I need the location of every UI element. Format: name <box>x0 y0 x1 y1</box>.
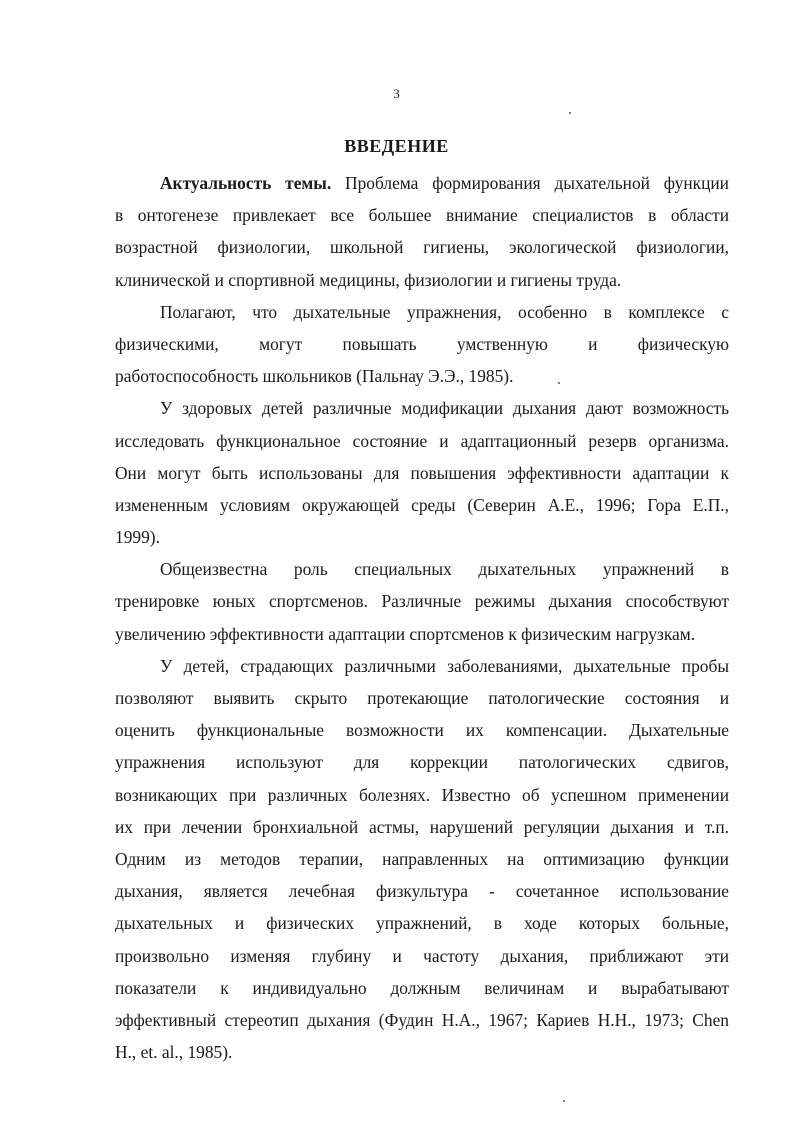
text-line: упражнения используют для коррекции патологических сдвигов, <box>115 752 729 773</box>
text-line: позволяют выявить скрыто протекающие патологические состояния и <box>115 688 729 708</box>
text-line: показатели к индивидуально должным величинам и вырабатывают <box>115 977 729 998</box>
page-number: 3 <box>393 86 400 101</box>
section-title: ВВЕДЕНИЕ <box>344 136 449 156</box>
text-line: возрастной физиологии, школьной гигиены, экологической физиологии, <box>115 237 729 258</box>
text-line: измененным условиям окружающей среды (Северин А.Е., 1996; Гора Е.П., <box>115 494 729 515</box>
text-line: дыхательных и физических упражнений, в ходе которых больные, <box>115 913 729 934</box>
text-line: 1999). <box>115 527 160 548</box>
text-line: эффективный стереотип дыхания (Фудин Н.А., 1967; Кариев Н.Н., 1973; Chen <box>115 1009 729 1030</box>
document-body <box>115 167 729 1068</box>
text-line: физическими, могут повышать умственную и физическую <box>115 333 729 354</box>
text-line: возникающих при различных болезнях. Известно об успешном применении <box>115 784 729 805</box>
topic-heading: Актуальность темы. <box>160 173 332 193</box>
text-line: У здоровых детей различные модификации дыхания дают возможность <box>160 398 729 419</box>
scan-speck <box>569 112 571 114</box>
text-line <box>115 167 729 199</box>
text-line: дыхания, является лечебная физкультура - сочетанное использование <box>115 881 729 902</box>
text-line: У детей, страдающих различными заболеваниями, дыхательные пробы <box>160 655 729 676</box>
text-line: Н., et. al., 1985). <box>115 1042 233 1063</box>
scan-speck <box>563 1100 565 1102</box>
text-line: в онтогенезе привлекает все большее внимание специалистов в области <box>115 205 729 226</box>
text-line: увеличению эффективности адаптации спортсменов к физическим нагрузкам. <box>115 623 696 644</box>
text-line: Полагают, что дыхательные упражнения, особенно в комплексе с <box>160 301 729 322</box>
text-line: оценить функциональные возможности их компенсации. Дыхательные <box>115 720 729 741</box>
text-line: произвольно изменяя глубину и частоту дыхания, приближают эти <box>115 945 729 966</box>
text-line: клинической и спортивной медицины, физиологии и гигиены труда. <box>115 269 622 290</box>
text-line: Общеизвестна роль специальных дыхательных упражнений в <box>160 559 729 580</box>
text-line: Они могут быть использованы для повышения эффективности адаптации к <box>115 462 729 483</box>
scan-speck <box>558 382 560 384</box>
text-line: Одним из методов терапии, направленных на оптимизацию функции <box>115 848 729 869</box>
text-line: их при лечении бронхиальной астмы, нарушений регуляции дыхания и т.п. <box>115 816 729 837</box>
text-line: работоспособность школьников (Пальнау Э.Э., 1985). <box>115 366 514 387</box>
text-line: тренировке юных спортсменов. Различные режимы дыхания способствуют <box>115 591 729 612</box>
text-span: Проблема формирования дыхательной функции <box>331 173 729 193</box>
text-line: исследовать функциональное состояние и адаптационный резерв организма. <box>115 430 729 451</box>
